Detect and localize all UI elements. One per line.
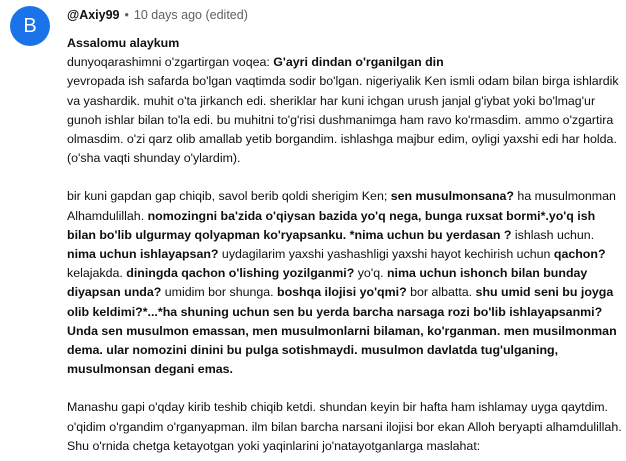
comment-body xyxy=(67,34,623,456)
comment-text-segment: qachon? xyxy=(553,247,606,262)
comment-text-segment: boshqa ilojisi yo'qmi? xyxy=(277,285,407,300)
comment-text-segment: diningda qachon o'lishing yozilganmi? xyxy=(126,266,355,281)
comment-text-segment: nima uchun ishonch bilan bunday diyapsan unda? xyxy=(67,266,588,300)
comment-text-segment: uydagilarim yaxshi yashashligi yaxshi hayot kechirish uchun xyxy=(218,247,554,262)
comment-author[interactable]: @Axiy99 xyxy=(67,8,120,22)
comment-paragraph-3 xyxy=(67,187,623,379)
comment-text-segment: nomozingni ba'zida o'qiysan bazida yo'q nega, bunga ruxsat bormi*.yo'q ish bilan bo'lib ulgurmay qolyapman ko'ryapsanku. *nima uchun bu yerdasan ? xyxy=(67,208,596,242)
avatar[interactable]: B xyxy=(10,6,50,46)
comment-text-segment: bor albatta. xyxy=(406,285,476,300)
comment-text-segment: bir kuni gapdan gap chiqib, savol berib qoldi sherigim Ken; xyxy=(67,189,391,204)
comment-text-segment: yo'q. xyxy=(354,266,387,281)
comment-text-segment: kelajakda. xyxy=(67,266,127,281)
comment-paragraph-4: Manashu gapi o'qday kirib teshib chiqib ketdi. shundan keyin bir hafta ham ishlamay uyga qaytdim. o'qidim o'rgandim o'rganyapman. ilm bilan barcha narsani ilojisi bor ekan Alloh beryapti alhamdulillah. Shu o'rnida chetga ketayotgan yoki yaqinlarini jo'natayotganlarga maslahat: xyxy=(67,400,622,453)
comment-header xyxy=(67,7,623,23)
comment-text-segment: umidim bor shunga. xyxy=(161,285,278,300)
comment-text-segment: shu umid seni bu joyga olib keldimi?*...*ha shuning uchun sen bu yerda barcha narsaga rozi bo'lib ishlayapsanmi? Unda sen musulmon emassan, men musulmonlarni bilaman, ko'rganman. men musilmonman dema. ular nomozini dinini bu pulga sotishmaydi. musulmon davlatda tug'ulganing, musulmonsan degani emas. xyxy=(67,285,617,377)
comment-paragraph-1: dunyoqarashimni o'zgartirgan voqea: G'ayri dindan o'rganilgan din xyxy=(67,55,444,70)
comment-greeting: Assalomu alaykum xyxy=(67,36,180,50)
comment xyxy=(67,7,623,456)
comment-text-segment: nima uchun ishlayapsan? xyxy=(67,247,219,262)
comment-timestamp[interactable]: 10 days ago (edited) xyxy=(133,8,248,22)
comment-text-segment: ishlash uchun. xyxy=(511,227,595,242)
comment-text-segment: ha musulmonman Alhamdulillah. xyxy=(67,189,616,223)
comment-text-segment: sen musulmonsana? xyxy=(390,189,514,204)
comment-paragraph-2: yevropada ish safarda bo'lgan vaqtimda sodir bo'lgan. nigeriyalik Ken ismli odam bilan birga ishlardik va yashardik. muhit o'ta jirkanch edi. sheriklar har kuni ichgan urush janjal g'iybat yoki bo'lmag'ur gunoh ishlar bilan to'la edi. bu muhitni to'g'risi dushmanimga ham ravo ko'rmasdim. ammo o'zgartira olmasdim. o'zi qarz olib amallab yetib borgandim. ishlashga majbur edim, oyligi yaxshi edi har holda. (o'sha vaqti shunday o'ylardim). xyxy=(67,74,619,166)
separator-dot: • xyxy=(124,8,129,22)
